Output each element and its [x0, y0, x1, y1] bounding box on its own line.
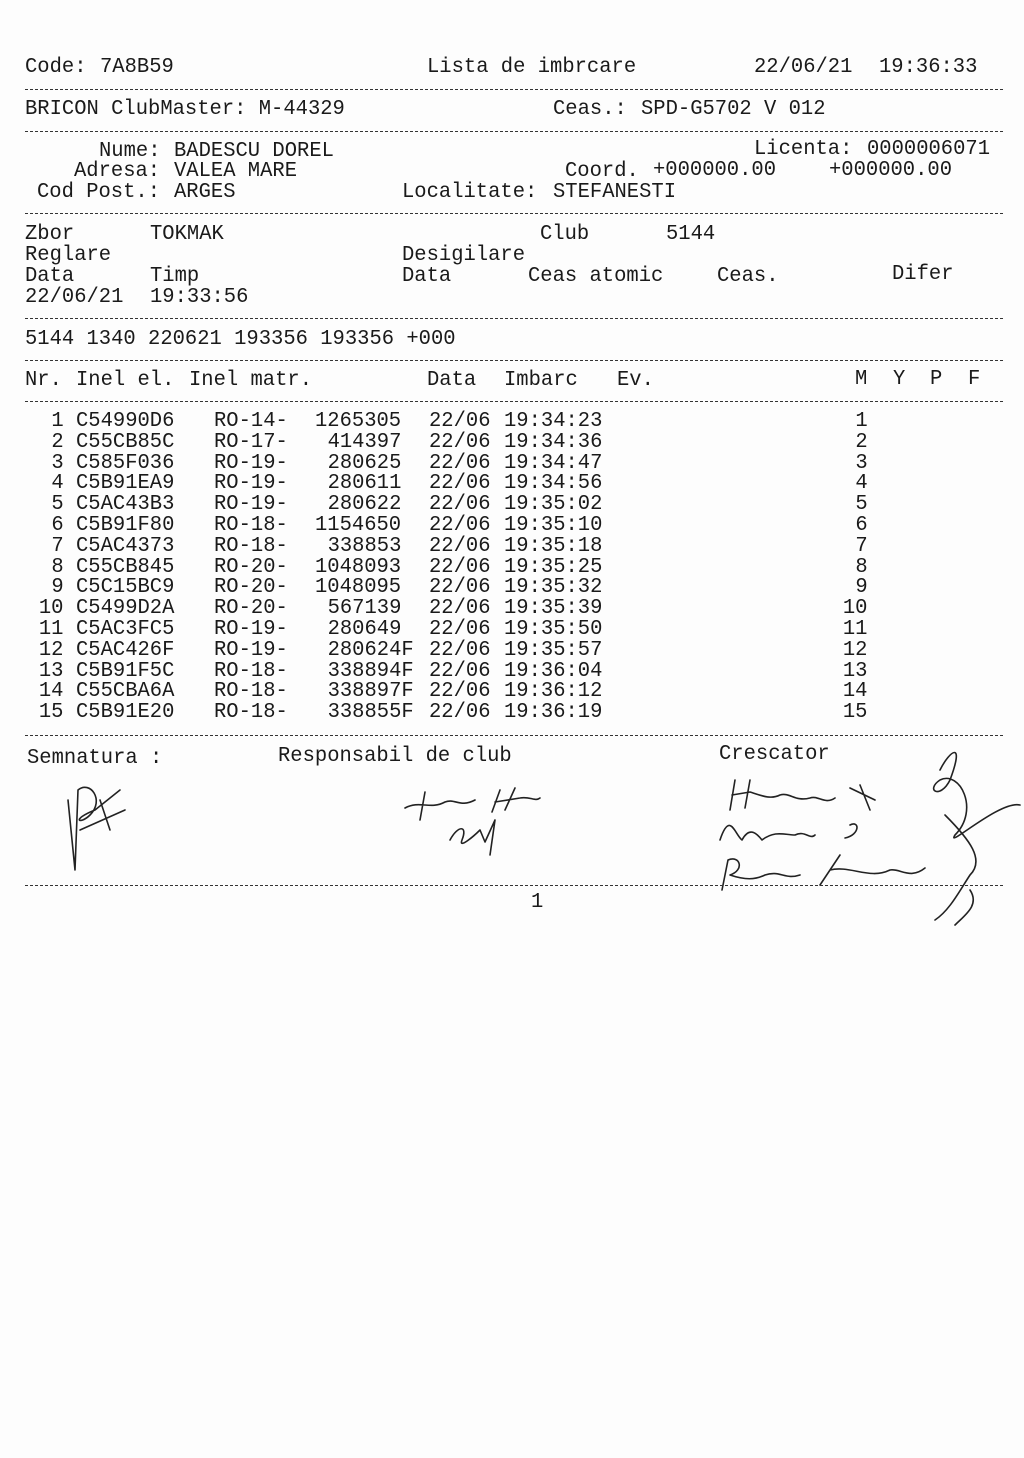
embark-time: 19:35:02 [504, 492, 603, 517]
embark-time: 19:35:50 [504, 617, 603, 642]
name-label: Nume: [99, 139, 161, 164]
ring-prefix: RO-18- [214, 679, 288, 704]
divider [25, 89, 1003, 90]
coord-label: Coord. [565, 159, 639, 184]
arrival-date: 22/06 [429, 575, 491, 600]
ring-prefix: RO-19- [214, 450, 288, 476]
ceas-atomic-label: Ceas atomic [528, 264, 664, 289]
breeder-signatures [700, 740, 1024, 930]
embark-time: 19:35:18 [504, 534, 603, 559]
locality-value: STEFANESTI [553, 180, 677, 205]
ring-prefix: RO-19- [214, 617, 288, 642]
order-m: 11 [842, 617, 868, 642]
row-number: 4 [51, 471, 64, 496]
row-number: 15 [38, 700, 64, 725]
order-m: 14 [842, 679, 868, 704]
divider [25, 401, 1003, 402]
arrival-date: 22/06 [429, 554, 491, 580]
arrival-date: 22/06 [429, 450, 491, 476]
ring-number: 280611 [327, 471, 402, 496]
club-responsible-signature [400, 780, 550, 860]
ring-prefix: RO-18- [214, 700, 288, 725]
order-m: 7 [855, 534, 868, 559]
electronic-ring: C5AC43B3 [76, 492, 175, 517]
row-number: 9 [51, 575, 64, 600]
coord-lat: +000000.00 [653, 158, 777, 183]
row-number: 1 [51, 409, 64, 434]
arrival-date: 22/06 [429, 658, 491, 684]
embark-time: 19:34:36 [504, 430, 603, 455]
arrival-date: 22/06 [429, 409, 491, 434]
embark-time: 19:34:23 [504, 409, 603, 434]
divider [25, 318, 1003, 319]
electronic-ring: C5499D2A [76, 596, 175, 621]
electronic-ring: C5B91F80 [76, 513, 175, 538]
ring-number: 1048093 [315, 554, 402, 580]
divider [25, 735, 1003, 736]
fancier-signature [50, 770, 140, 880]
order-m: 4 [855, 471, 868, 496]
arrival-date: 22/06 [429, 638, 491, 663]
electronic-ring: C55CB85C [76, 430, 175, 455]
row-number: 5 [51, 492, 64, 517]
electronic-ring: C55CBA6A [76, 679, 175, 704]
row-number: 12 [38, 638, 64, 663]
order-m: 5 [855, 492, 868, 517]
arrival-date: 22/06 [429, 430, 491, 455]
club-value: 5144 [666, 222, 716, 247]
col-imbarc: Imbarc [504, 368, 578, 393]
electronic-ring: C5AC426F [76, 638, 175, 663]
ring-number: 1048095 [315, 575, 402, 600]
reglare-time: 19:33:56 [150, 285, 249, 310]
data-label: Data [25, 264, 75, 289]
ring-number: 1154650 [315, 513, 402, 538]
col-p: P [930, 367, 943, 392]
name-value: BADESCU DOREL [174, 139, 334, 164]
embark-time: 19:34:47 [504, 450, 603, 476]
col-data: Data [427, 368, 477, 393]
signature-label: Semnatura : [27, 746, 163, 771]
electronic-ring: C5B91EA9 [76, 471, 175, 496]
clubmaster-id: BRICON ClubMaster: M-44329 [25, 97, 345, 122]
row-number: 13 [38, 658, 64, 684]
electronic-ring: C585F036 [76, 450, 175, 476]
reglare-label: Reglare [25, 243, 112, 268]
page-number: 1 [531, 890, 544, 915]
order-m: 9 [855, 575, 868, 600]
order-m: 8 [855, 554, 868, 580]
row-number: 14 [38, 679, 64, 704]
order-m: 15 [842, 700, 868, 725]
col-inel-matr: Inel matr. [189, 368, 313, 393]
club-responsible-label: Responsabil de club [278, 744, 512, 769]
ceas-label: Ceas. [717, 264, 779, 289]
arrival-date: 22/06 [429, 471, 491, 496]
breeder-label: Crescator [719, 742, 830, 767]
row-number: 6 [51, 513, 64, 538]
flight-label: Zbor [25, 222, 75, 247]
divider [25, 885, 1003, 886]
code-value: 7A8B59 [100, 55, 174, 80]
desigilare-label: Desigilare [402, 243, 526, 268]
ring-prefix: RO-17- [214, 430, 288, 455]
license-value: 0000006071 [867, 137, 991, 162]
ring-prefix: RO-20- [214, 575, 288, 600]
ring-number: 1265305 [315, 409, 402, 434]
clock-label: Ceas.: [553, 97, 627, 122]
club-label: Club [540, 222, 590, 247]
embark-time: 19:36:12 [504, 679, 603, 704]
electronic-ring: C5B91F5C [76, 658, 175, 684]
col-ev: Ev. [617, 368, 654, 393]
difer-label: Difer [892, 262, 954, 287]
locality-label: Localitate: [402, 180, 538, 205]
ring-prefix: RO-20- [214, 596, 288, 621]
ring-number: 338855F [327, 700, 414, 725]
print-time: 19:36:33 [879, 55, 978, 80]
col-inel-el: Inel el. [76, 368, 175, 393]
electronic-ring: C5AC4373 [76, 534, 175, 559]
order-m: 6 [855, 513, 868, 538]
ring-number: 280624F [327, 638, 414, 663]
postal-label: Cod Post.: [37, 180, 161, 205]
coord-lon: +000000.00 [829, 158, 953, 183]
embark-time: 19:36:04 [504, 658, 603, 684]
row-number: 7 [51, 534, 64, 559]
ring-prefix: RO-19- [214, 492, 288, 517]
print-date: 22/06/21 [754, 55, 853, 80]
row-number: 11 [38, 617, 64, 642]
embark-time: 19:34:56 [504, 471, 603, 496]
arrival-date: 22/06 [429, 700, 491, 725]
ring-prefix: RO-18- [214, 513, 288, 538]
arrival-date: 22/06 [429, 534, 491, 559]
row-number: 3 [51, 450, 64, 476]
col-nr: Nr. [25, 368, 62, 393]
electronic-ring: C5AC3FC5 [76, 617, 175, 642]
address-value: VALEA MARE [174, 159, 298, 184]
arrival-date: 22/06 [429, 513, 491, 538]
embark-time: 19:35:57 [504, 638, 603, 663]
col-y: Y [893, 367, 906, 392]
col-m: M [855, 367, 868, 392]
flight-value: TOKMAK [150, 222, 224, 247]
ring-number: 338894F [327, 658, 414, 684]
divider [25, 131, 1003, 132]
embark-time: 19:35:32 [504, 575, 603, 600]
embark-time: 19:35:25 [504, 554, 603, 580]
order-m: 13 [842, 658, 868, 684]
reglare-date: 22/06/21 [25, 285, 124, 310]
embark-time: 19:36:19 [504, 700, 603, 725]
clock-value: SPD-G5702 V 012 [641, 97, 826, 122]
row-number: 2 [51, 430, 64, 455]
electronic-ring: C5B91E20 [76, 700, 175, 725]
electronic-ring: C54990D6 [76, 409, 175, 434]
order-m: 10 [842, 596, 868, 621]
divider [25, 360, 1003, 361]
row-number: 8 [51, 554, 64, 580]
embark-time: 19:35:10 [504, 513, 603, 538]
ring-number: 280622 [327, 492, 402, 517]
order-m: 3 [855, 450, 868, 476]
ring-number: 280649 [327, 617, 402, 642]
address-label: Adresa: [74, 159, 161, 184]
ring-prefix: RO-14- [214, 409, 288, 434]
document-title: Lista de imbrcare [427, 55, 637, 80]
ring-prefix: RO-18- [214, 534, 288, 559]
ring-prefix: RO-20- [214, 554, 288, 580]
row-number: 10 [38, 596, 64, 621]
order-m: 12 [842, 638, 868, 663]
order-m: 1 [855, 409, 868, 434]
license-label: Licenta: [754, 137, 853, 162]
timp-label: Timp [150, 264, 200, 289]
arrival-date: 22/06 [429, 617, 491, 642]
electronic-ring: C5C15BC9 [76, 575, 175, 600]
order-m: 2 [855, 430, 868, 455]
divider [25, 213, 1003, 214]
ring-prefix: RO-19- [214, 638, 288, 663]
ring-number: 338853 [327, 534, 402, 559]
ring-number: 338897F [327, 679, 414, 704]
desigilare-data-label: Data [402, 264, 452, 289]
arrival-date: 22/06 [429, 596, 491, 621]
embark-time: 19:35:39 [504, 596, 603, 621]
col-f: F [968, 367, 981, 392]
ring-prefix: RO-18- [214, 658, 288, 684]
ring-number: 280625 [327, 450, 402, 476]
code-line: 5144 1340 220621 193356 193356 +000 [25, 327, 456, 352]
code-label: Code: [25, 55, 87, 80]
electronic-ring: C55CB845 [76, 554, 175, 580]
postal-value: ARGES [174, 180, 236, 205]
ring-number: 414397 [327, 430, 402, 455]
ring-number: 567139 [327, 596, 402, 621]
arrival-date: 22/06 [429, 679, 491, 704]
arrival-date: 22/06 [429, 492, 491, 517]
ring-prefix: RO-19- [214, 471, 288, 496]
